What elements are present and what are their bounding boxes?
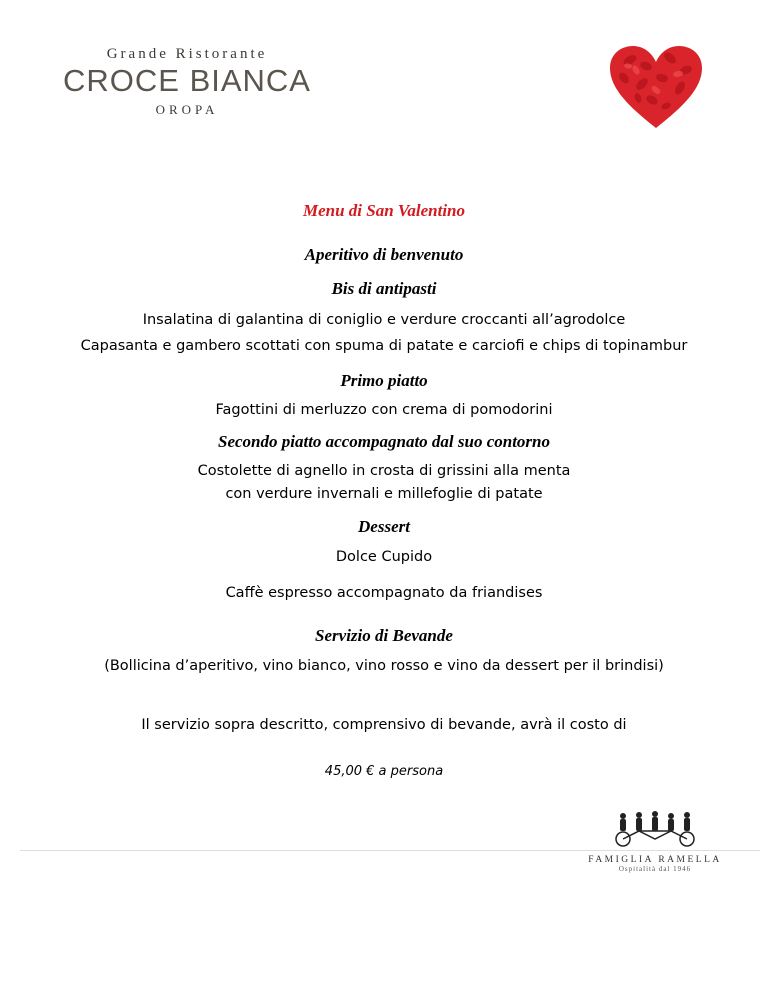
dessert-heading: Dessert — [358, 517, 410, 536]
cost-text: Il servizio sopra descritto, comprensivo di bevande, avrà il costo di — [141, 717, 627, 733]
bevande-item: (Bollicina d’aperitivo, vino bianco, vino rosso e vino da dessert per il brindisi) — [104, 658, 664, 674]
logo-line-1: Grande Ristorante — [106, 46, 268, 62]
heart-icon — [608, 44, 704, 130]
bevande-heading: Servizio di Bevande — [315, 626, 453, 645]
dessert-item: Dolce Cupido — [335, 549, 433, 565]
aperitivo-heading: Aperitivo di benvenuto — [304, 245, 464, 264]
antipasti-heading: Bis di antipasti — [331, 279, 437, 298]
restaurant-logo — [32, 46, 342, 118]
footer-tagline: Ospitalità dal 1946 — [618, 865, 692, 873]
price: 45,00 € a persona — [324, 764, 444, 779]
secondo-item: Costolette di agnello in crosta di grissini alla menta — [197, 463, 571, 479]
footer-brand: FAMIGLIA RAMELLA — [588, 855, 722, 865]
bicycle-family-icon — [609, 808, 701, 848]
menu-title: Menu di San Valentino — [302, 201, 466, 220]
secondo-heading: Secondo piatto accompagnato dal suo contorno — [218, 432, 550, 451]
antipasti-item: Capasanta e gambero scottati con spuma di patate e carciofi e chips di topinambur — [80, 338, 688, 354]
caffe-item: Caffè espresso accompagnato da friandises — [225, 585, 543, 601]
logo-line-3: OROPA — [155, 102, 219, 117]
secondo-item: con verdure invernali e millefoglie di patate — [225, 486, 543, 502]
primo-item: Fagottini di merluzzo con crema di pomodorini — [215, 402, 553, 418]
primo-heading: Primo piatto — [340, 371, 428, 390]
logo-line-2: CROCE BIANCA — [63, 63, 311, 98]
antipasti-item: Insalatina di galantina di coniglio e verdure croccanti all’agrodolce — [142, 312, 626, 328]
famiglia-ramella-logo — [580, 808, 730, 873]
